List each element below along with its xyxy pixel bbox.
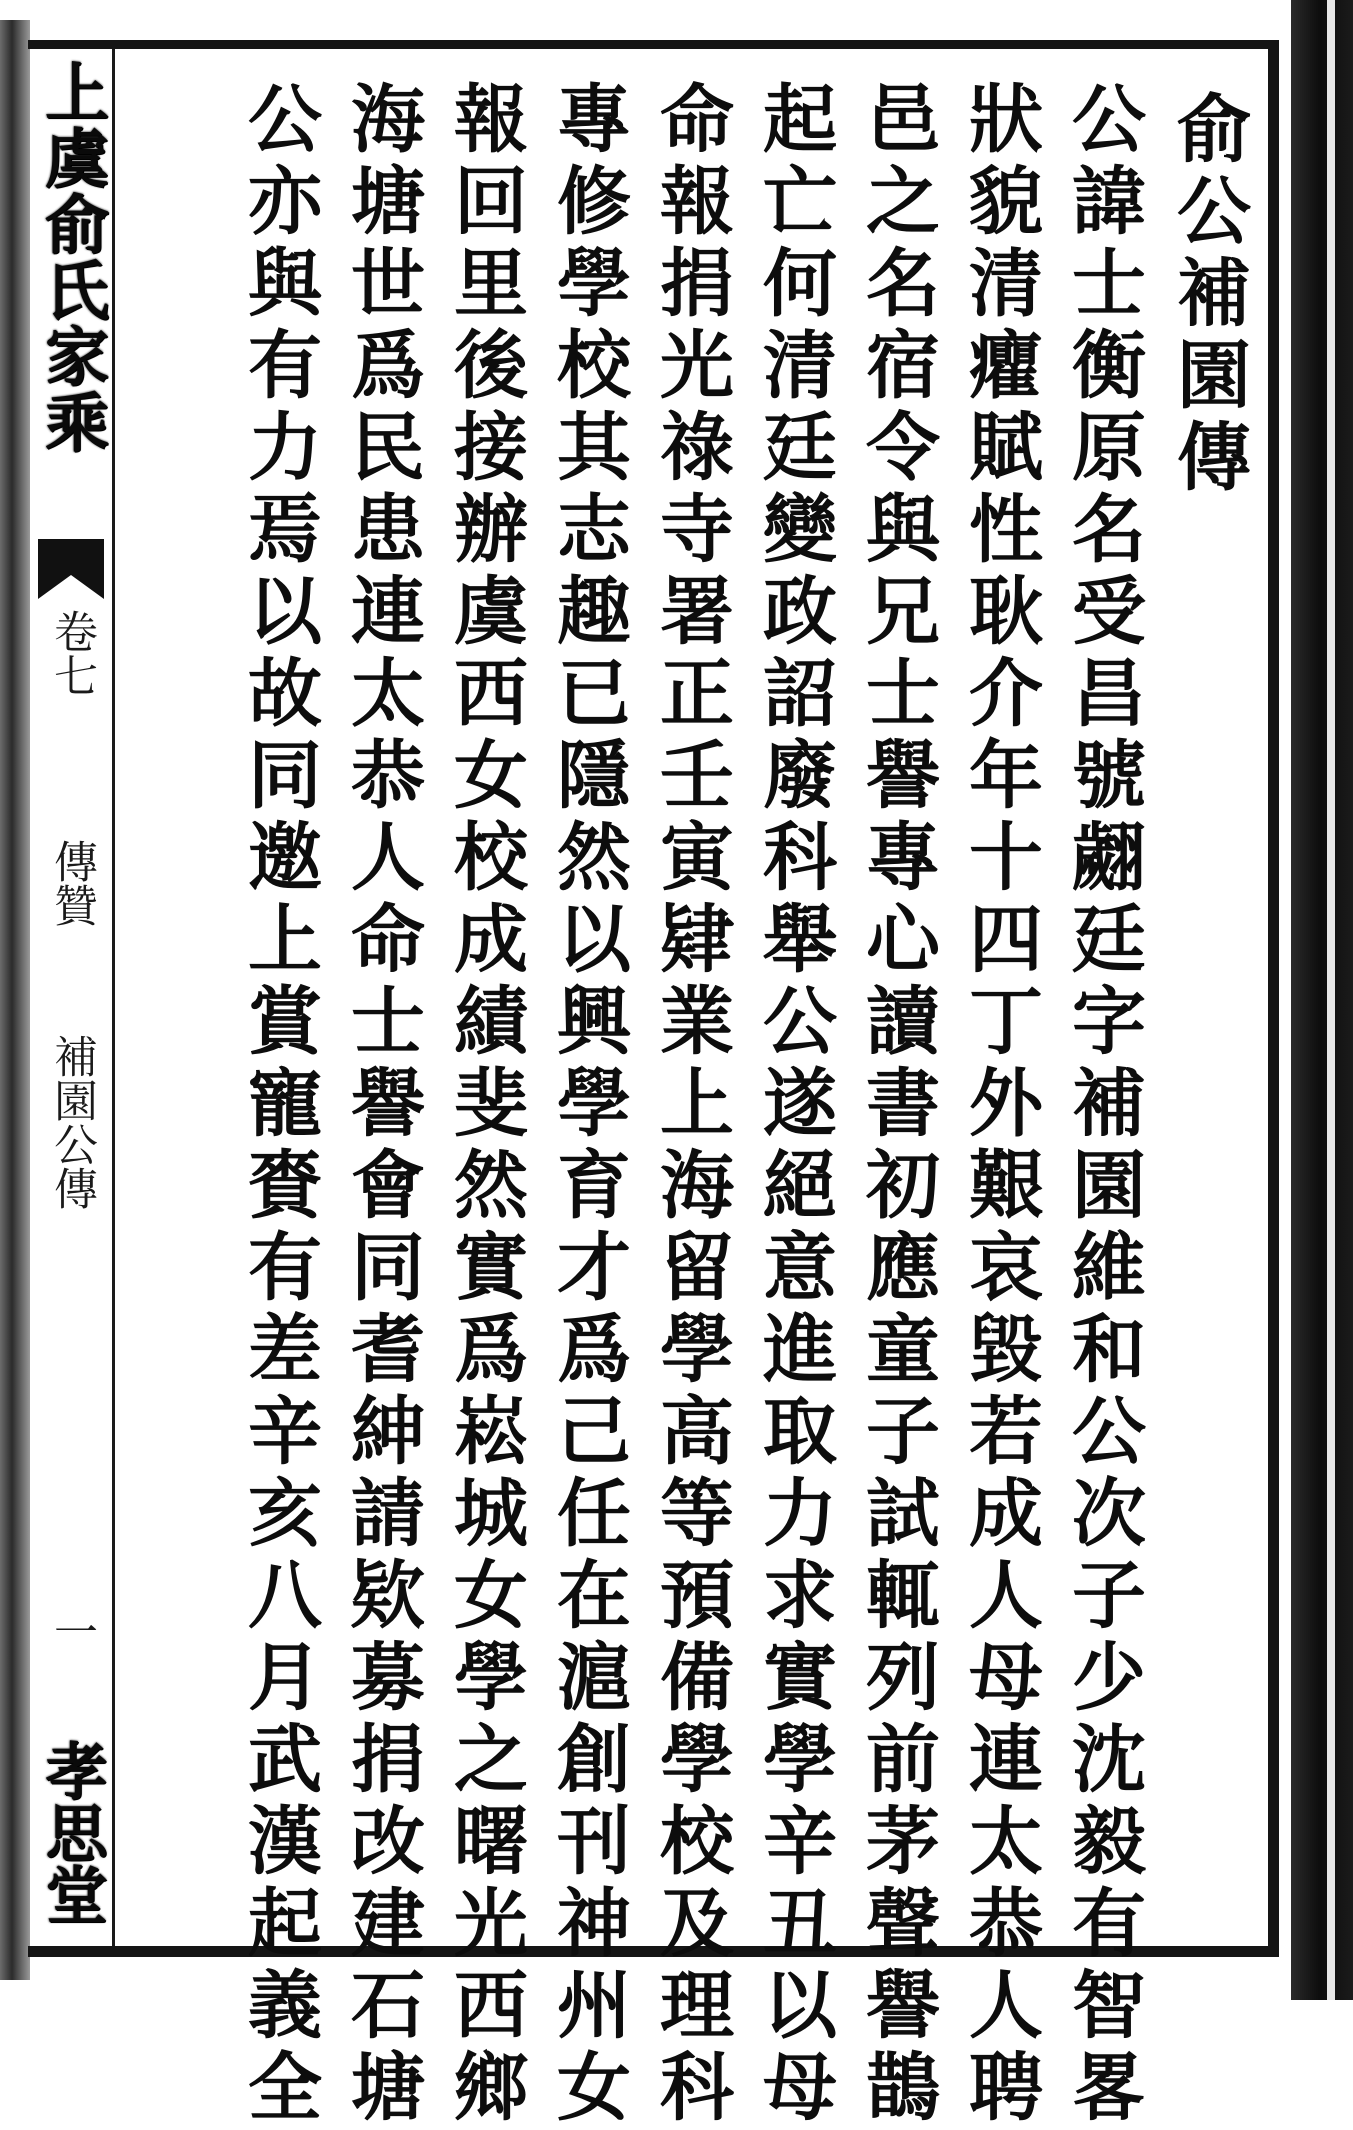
banxin-folio: 一 [46,1609,97,1653]
left-page-edge [0,20,30,1980]
text-area [118,80,1258,2130]
banxin-volume: 卷七 [46,609,97,697]
text-column-8: 海塘世爲民患連太恭人命士譽會同耆紳請欵募捐改建石塘 [339,80,425,2130]
binding-gap [1327,0,1335,2000]
banxin-book-title: 上虞俞氏家乘 [34,59,109,455]
frame-right-rule [1268,40,1279,1957]
text-column-4: 起亡何清廷變政詔廢科舉公遂絕意進取力求實學辛丑以母 [751,80,837,2130]
book-binding [1291,0,1353,2000]
text-column-6: 專修學校其志趣已隱然以興學育才爲己任在滬創刊神州女 [545,80,631,2130]
banxin-article: 補園公傳 [46,1034,97,1210]
banxin-hall-name: 孝思堂 [35,1739,108,1925]
text-column-9: 公亦與有力焉以故同邀上賞寵賚有差辛亥八月武漢起義全 [236,80,322,2130]
fishtail-mark [38,539,104,599]
text-column-7: 報回里後接辦虞西女校成績斐然實爲崧城女學之曙光西鄉 [442,80,528,2130]
text-column-2: 狀貌清癯賦性耿介年十四丁外艱哀毀若成人母連太恭人聘 [957,80,1043,2130]
text-column-1: 公諱士衡原名受昌號翽廷字補園維和公次子少沈毅有智畧 [1060,80,1146,2130]
text-column-3: 邑之名宿令與兄士譽專心讀書初應童子試輒列前茅聲譽鵲 [854,80,940,2130]
text-column-5: 命報捐光祿寺署正壬寅肄業上海留學高等預備學校及理科 [648,80,734,2130]
frame-top-rule [28,40,1278,49]
banxin-column [30,49,115,1946]
title-column: 俞公補園傳 [1165,90,1251,500]
banxin-section: 傳贊 [46,839,97,927]
